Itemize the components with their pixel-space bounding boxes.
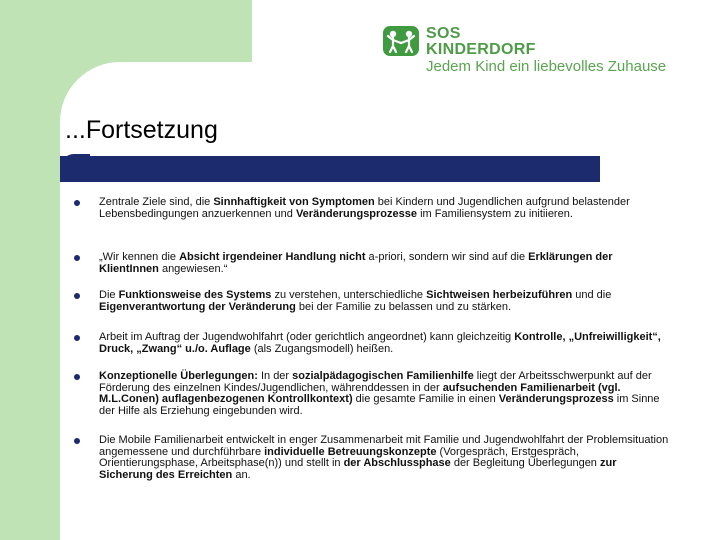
- bullet-text: angewiesen.“: [158, 262, 228, 275]
- bullet-text: zu verstehen, unterschiedliche: [271, 289, 427, 301]
- bullet-dot-icon: [74, 293, 80, 299]
- bullet-text: liegt der Arbeitsschwerpunkt auf der Förderung des einzelnen Kindes/Jugendlichen, währenddessen in der: [99, 370, 652, 394]
- bullet-text-bold: Eigenverantwortung der Veränderung: [99, 300, 296, 313]
- bullet-text-bold: sozialpädagogischen Familienhilfe: [292, 370, 474, 382]
- logo-line-sos: SOS: [426, 25, 461, 42]
- bullet-text-bold: Konzeptionelle Überlegungen:: [99, 370, 258, 382]
- bullet-dot-icon: [74, 200, 80, 206]
- bullet-text: a-priori, sondern wir sind auf die: [365, 251, 529, 263]
- bullet-item: [74, 435, 671, 481]
- bullet-text: die gesamte Familie in einen: [352, 393, 499, 405]
- bullet-text: Die Mobile Familienarbeit entwickelt in enger Zusammenarbeit mit Familie und Jugendwohlfahrt der Problemsituation angemessene und durchführbare: [99, 434, 669, 458]
- bullet-text: Zentrale Ziele sind, die: [99, 196, 214, 208]
- bullet-text: an.: [232, 468, 251, 481]
- title-accent-bar: [60, 156, 600, 182]
- slide-title: ...Fortsetzung: [65, 116, 218, 144]
- bullet-text: bei Kindern und Jugendlichen aufgrund belastender Lebensbedingungen anzuerkennen und: [99, 196, 630, 220]
- bullet-item: [74, 290, 671, 313]
- bullet-text-bold: Veränderungsprozess: [498, 393, 614, 405]
- bullet-item: [74, 332, 671, 355]
- bullet-item: [74, 371, 671, 417]
- bullet-text: bei der Familie zu belassen und zu stärken.: [295, 300, 512, 313]
- bullet-text-bold: Sichtweisen herbeizuführen: [426, 289, 573, 301]
- bullet-text-bold: Kontrolle, „Unfreiwilligkeit“, Druck, „Zwang“ u./o. Auflage: [99, 331, 661, 355]
- bullet-text-bold: Sinnhaftigkeit von Symptomen: [213, 196, 375, 208]
- bullet-text-bold: Absicht irgendeiner Handlung nicht: [179, 251, 366, 263]
- bullet-text-bold: aufsuchenden Familienarbeit (vgl. M.L.Conen) auflagenbezogenen Kontrollkontext): [99, 381, 621, 405]
- bullet-text: der Begleitung Überlegungen: [450, 457, 600, 469]
- sos-kinderdorf-logo: [383, 24, 703, 84]
- logo-tagline: Jedem Kind ein liebevolles Zuhause: [426, 58, 667, 75]
- bullet-text: im Familiensystem zu initiieren.: [417, 207, 573, 220]
- bullet-text-bold: zur Sicherung des Erreichten: [99, 457, 617, 481]
- bullet-text-bold: Veränderungsprozesse: [295, 207, 418, 220]
- bullet-text: Arbeit im Auftrag der Jugendwohlfahrt (oder gerichtlich angeordnet) kann gleichzeitig: [99, 331, 515, 343]
- bullet-text-bold: Erklärungen der KlientInnen: [99, 251, 613, 275]
- logo-line-kinderdorf: KINDERDORF: [426, 41, 536, 58]
- bullet-text: im Sinne der Hilfe als Erziehung eingebunden wird.: [99, 393, 660, 417]
- bullet-text: In der: [257, 370, 293, 382]
- green-side-panel: [0, 0, 60, 540]
- bullet-text: „Wir kennen die: [99, 251, 180, 263]
- bullet-text-bold: individuelle Betreuungskonzepte: [264, 445, 437, 458]
- bullet-item: [74, 197, 671, 220]
- bullet-text: (als Zugangsmodell) heißen.: [250, 342, 394, 355]
- bullet-text: (Vorgespräch, Erstgespräch, Orientierungsphase, Arbeitsphase(n)) und stellt in: [99, 445, 579, 469]
- bullet-dot-icon: [74, 255, 80, 261]
- bullet-text: und die: [572, 289, 612, 301]
- bullet-dot-icon: [74, 374, 80, 380]
- bullet-dot-icon: [74, 438, 80, 444]
- bullet-item: [74, 252, 671, 275]
- bullet-text: Die: [99, 289, 119, 301]
- bullet-text-bold: Funktionsweise des Systems: [118, 289, 272, 301]
- children-figures-icon: [383, 26, 419, 56]
- bullet-text-bold: der Abschlussphase: [343, 457, 451, 469]
- bullet-dot-icon: [74, 335, 80, 341]
